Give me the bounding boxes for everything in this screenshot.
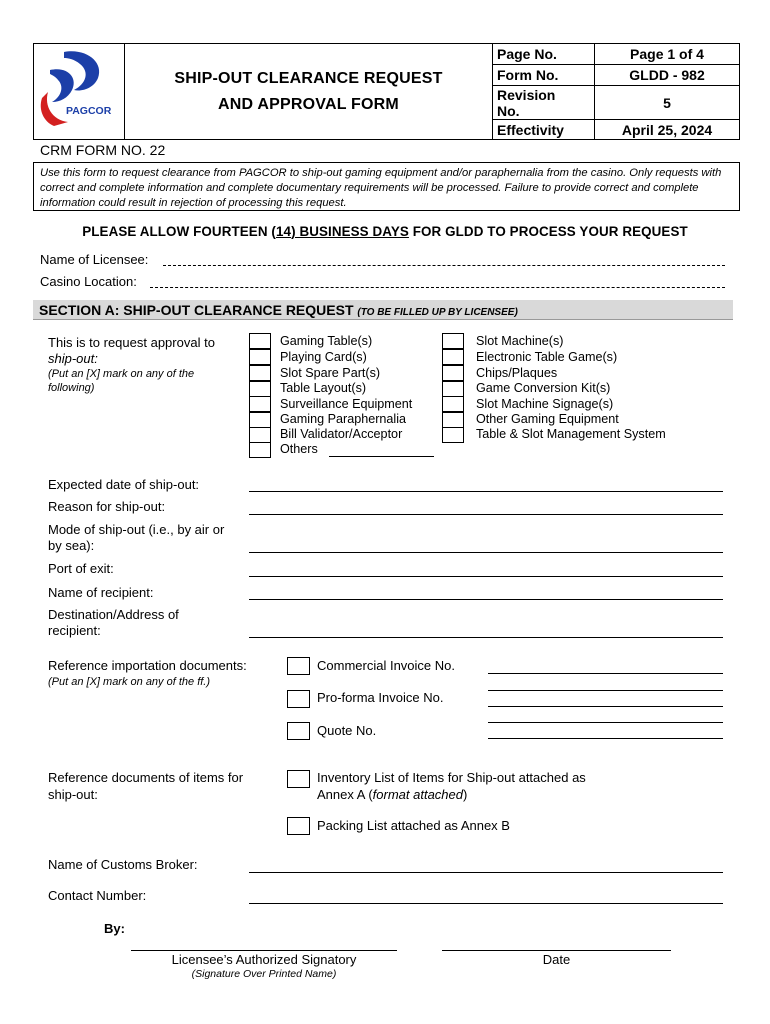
contact-number-field[interactable] [249,903,723,904]
destination-label-1: Destination/Address of [48,607,179,622]
by-label: By: [104,921,125,936]
item-chips-plaques: Chips/Plaques [476,366,558,380]
notice-pre: PLEASE ALLOW FOURTEEN ( [82,224,276,239]
ref-items-label-2: ship-out: [48,787,98,802]
logo-cell [34,44,125,139]
signatory-label: Licensee’s Authorized Signatory [171,952,357,967]
checkbox-game-conversion-kits[interactable] [442,381,464,397]
notice-post: FOR GLDD TO PROCESS YOUR REQUEST [408,224,688,239]
meta-row-revision [493,86,739,120]
request-line-2: ship-out: [48,351,98,366]
signatory-note: (Signature Over Printed Name) [191,968,337,980]
customs-broker-label: Name of Customs Broker: [48,857,198,872]
checkbox-commercial-invoice[interactable] [287,657,310,675]
section-a-note: (TO BE FILLED UP BY LICENSEE) [357,307,518,318]
request-hint-2: following) [48,382,95,394]
port-field[interactable] [249,576,723,577]
commercial-invoice-field[interactable] [488,673,723,674]
checkbox-other-gaming-equipment[interactable] [442,412,464,428]
checkbox-chips-plaques[interactable] [442,365,464,381]
destination-field[interactable] [249,637,723,638]
commercial-invoice-field-2[interactable] [488,690,723,691]
form-header [33,43,740,140]
item-playing-cards: Playing Card(s) [280,350,367,364]
meta-key: Effectivity [493,120,595,139]
crm-form-number: CRM FORM NO. 22 [40,142,166,158]
checkbox-bill-validator[interactable] [249,427,271,443]
checkbox-packing-list[interactable] [287,817,310,835]
packing-list-label: Packing List attached as Annex B [317,818,510,833]
instructions-box: Use this form to request clearance from PAGCOR to ship-out gaming equipment and/or paraphernalia from the casino. Only requests with correct and complete information and complete documentary requirements will be processed. Failure to provide correct and complete information could result in rejection of processing this request. [33,162,740,211]
meta-row-form [493,65,739,86]
meta-value: 5 [663,94,671,111]
inventory-list-label-2 [317,787,467,802]
proforma-invoice-field-2[interactable] [488,722,723,723]
checkbox-inventory-list[interactable] [287,770,310,788]
section-a-header [33,300,733,320]
meta-row-page [493,44,739,65]
item-bill-validator: Bill Validator/Acceptor [280,427,403,441]
pagcor-logo [34,44,124,139]
mode-field[interactable] [249,552,723,553]
reason-label: Reason for ship-out: [48,499,166,514]
ref-import-hint: (Put an [X] mark on any of the ff.) [48,676,211,688]
title-line-1: SHIP-OUT CLEARANCE REQUEST [174,69,443,87]
signature-field[interactable] [131,950,397,951]
checkbox-proforma-invoice[interactable] [287,690,310,708]
mode-label-2: by sea): [48,538,95,553]
quote-label: Quote No. [317,723,377,738]
casino-location-label: Casino Location: [40,274,137,289]
checkbox-slot-spare-parts[interactable] [249,365,271,381]
annex-a-post: ) [462,787,468,802]
meta-value: Page 1 of 4 [630,46,704,62]
item-surveillance: Surveillance Equipment [280,397,413,411]
quote-field[interactable] [488,738,723,739]
checkbox-table-slot-management[interactable] [442,427,464,443]
casino-location-field[interactable] [150,287,725,288]
checkbox-electronic-table-games[interactable] [442,349,464,365]
recipient-field[interactable] [249,599,723,600]
annex-a-format: format attached [372,787,463,802]
contact-number-label: Contact Number: [48,888,147,903]
meta-key: Form No. [493,65,595,85]
reason-field[interactable] [249,514,723,515]
logo-text: PAGCOR [66,105,112,117]
item-slot-spare-parts: Slot Spare Part(s) [280,366,381,380]
date-field[interactable] [442,950,671,951]
checkbox-table-layouts[interactable] [249,381,271,397]
expected-date-field[interactable] [249,491,723,492]
checkbox-gaming-tables[interactable] [249,333,271,349]
annex-a-pre: Annex A ( [317,787,373,802]
inventory-list-label-1: Inventory List of Items for Ship-out attached as [317,770,586,785]
item-gaming-tables: Gaming Table(s) [280,334,373,348]
item-electronic-table-games: Electronic Table Game(s) [476,350,618,364]
ref-import-label: Reference importation documents: [48,658,247,673]
title-line-2: AND APPROVAL FORM [218,95,399,113]
licensee-field[interactable] [163,265,725,266]
destination-label-2: recipient: [48,623,101,638]
proforma-invoice-label: Pro-forma Invoice No. [317,690,444,705]
request-line-1: This is to request approval to [48,335,215,350]
item-slot-machine-signage: Slot Machine Signage(s) [476,397,614,411]
checkbox-gaming-paraphernalia[interactable] [249,412,271,428]
meta-key: Revision No. [493,86,595,119]
port-label: Port of exit: [48,561,114,576]
recipient-label: Name of recipient: [48,585,154,600]
checkbox-quote[interactable] [287,722,310,740]
item-slot-machines: Slot Machine(s) [476,334,564,348]
date-label: Date [542,952,571,967]
request-hint-1: (Put an [X] mark on any of the [48,368,195,380]
meta-value: GLDD - 982 [629,67,705,83]
mode-label-1: Mode of ship-out (i.e., by air or [48,522,225,537]
checkbox-others[interactable] [249,442,271,458]
meta-value: April 25, 2024 [621,121,713,138]
checkbox-slot-machine-signage[interactable] [442,396,464,412]
checkbox-surveillance[interactable] [249,396,271,412]
expected-date-label: Expected date of ship-out: [48,477,200,492]
form-title [125,44,493,139]
processing-notice [0,224,770,239]
section-a-title: SECTION A: SHIP-OUT CLEARANCE REQUEST [39,302,354,318]
licensee-label: Name of Licensee: [40,252,149,267]
meta-row-effectivity [493,120,739,139]
meta-key: Page No. [493,44,595,64]
notice-mid: ) BUSINESS DAYS [291,224,409,239]
proforma-invoice-field[interactable] [488,706,723,707]
ref-items-label-1: Reference documents of items for [48,770,244,785]
form-meta-table [493,44,739,139]
checkbox-slot-machines[interactable] [442,333,464,349]
item-gaming-paraphernalia: Gaming Paraphernalia [280,412,407,426]
commercial-invoice-label: Commercial Invoice No. [317,658,455,673]
checkbox-playing-cards[interactable] [249,349,271,365]
others-specify-field[interactable] [329,456,434,457]
item-game-conversion-kits: Game Conversion Kit(s) [476,381,611,395]
notice-num: 14 [275,224,292,239]
customs-broker-field[interactable] [249,872,723,873]
item-table-slot-management: Table & Slot Management System [476,427,666,441]
item-others: Others [280,442,318,456]
item-other-gaming-equipment: Other Gaming Equipment [476,412,619,426]
item-table-layouts: Table Layout(s) [280,381,367,395]
